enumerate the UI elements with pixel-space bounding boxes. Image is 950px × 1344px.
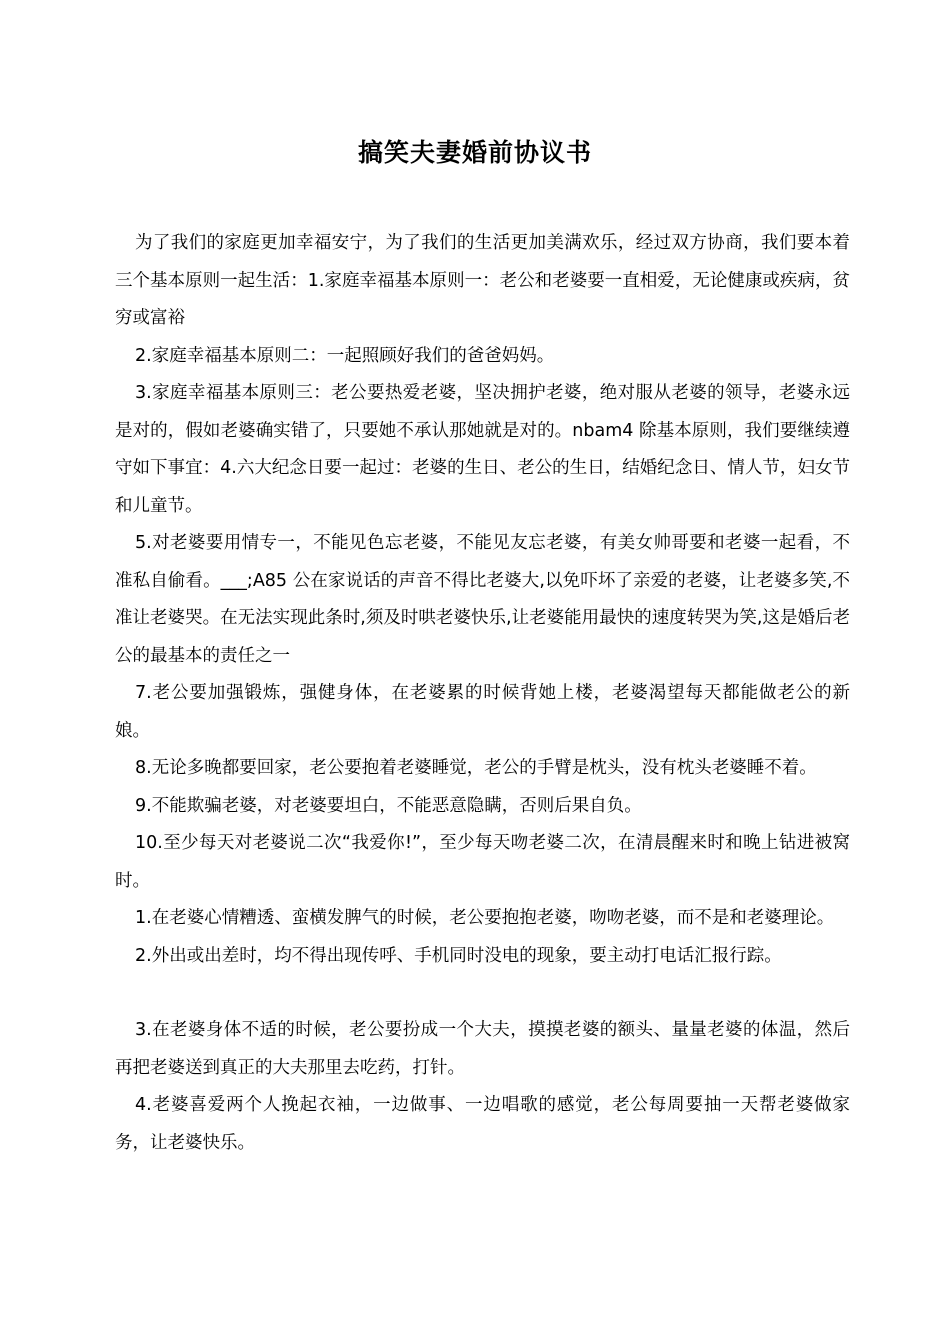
document-title: 搞笑夫妻婚前协议书 (357, 138, 592, 167)
paragraph-rule-3: 3.在老婆身体不适的时候，老公要扮成一个大夫，摸摸老婆的额头、量量老婆的体温，然后再把老婆送到真正的大夫那里去吃药，打针。 (115, 1020, 850, 1078)
paragraph-item-8: 8.无论多晚都要回家，老公要抱着老婆睡觉，老公的手臂是枕头，没有枕头老婆睡不着。 (135, 758, 817, 778)
paragraph-intro: 为了我们的家庭更加幸福安宁，为了我们的生活更加美满欢乐，经过双方协商，我们要本着三个基本原则一起生活：1.家庭幸福基本原则一：老公和老婆要一直相爱，无论健康或疾病，贫穷或富裕 (115, 233, 850, 328)
paragraph-item-10: 10.至少每天对老婆说二次“我爱你!”，至少每天吻老婆二次，在清晨醒来时和晚上钻进被窝时。 (115, 833, 850, 891)
paragraph-item-7: 7.老公要加强锻炼，强健身体，在老婆累的时候背她上楼，老婆渴望每天都能做老公的新娘。 (115, 683, 850, 741)
paragraph-item-5: 5.对老婆要用情专一，不能见色忘老婆，不能见友忘老婆，有美女帅哥要和老婆一起看，不准私自偷看。___;A85 公在家说话的声音不得比老婆大,以免吓坏了亲爱的老婆，让老婆多笑,不准让老婆哭。在无法实现此条时,须及时哄老婆快乐,让老婆能用最快的速度转哭为笑,这是婚后老公的最基本的责任之一 (115, 533, 850, 666)
paragraph-gap (115, 975, 850, 1012)
paragraph-rule-1: 1.在老婆心情糟透、蛮横发脾气的时候，老公要抱抱老婆，吻吻老婆，而不是和老婆理论。 (135, 908, 835, 928)
paragraph-item-9: 9.不能欺骗老婆，对老婆要坦白，不能恶意隐瞒，否则后果自负。 (135, 795, 642, 816)
paragraph-rule-4: 4.老婆喜爱两个人挽起衣袖，一边做事、一边唱歌的感觉，老公每周要抽一天帮老婆做家务，让老婆快乐。 (115, 1095, 850, 1153)
paragraph-principle-3: 3.家庭幸福基本原则三：老公要热爱老婆，坚决拥护老婆，绝对服从老婆的领导，老婆永远是对的，假如老婆确实错了，只要她不承认那她就是对的。nbam4 除基本原则，我们要继续遵守如下事宜：4.六大纪念日要一起过：老婆的生日、老公的生日，结婚纪念日、情人节，妇女节和儿童节。 (115, 383, 850, 516)
paragraph-rule-2: 2.外出或出差时，均不得出现传呼、手机同时没电的现象，要主动打电话汇报行踪。 (135, 945, 782, 966)
document-body (115, 225, 850, 1162)
paragraph-principle-2: 2.家庭幸福基本原则二：一起照顾好我们的爸爸妈妈。 (135, 345, 555, 366)
